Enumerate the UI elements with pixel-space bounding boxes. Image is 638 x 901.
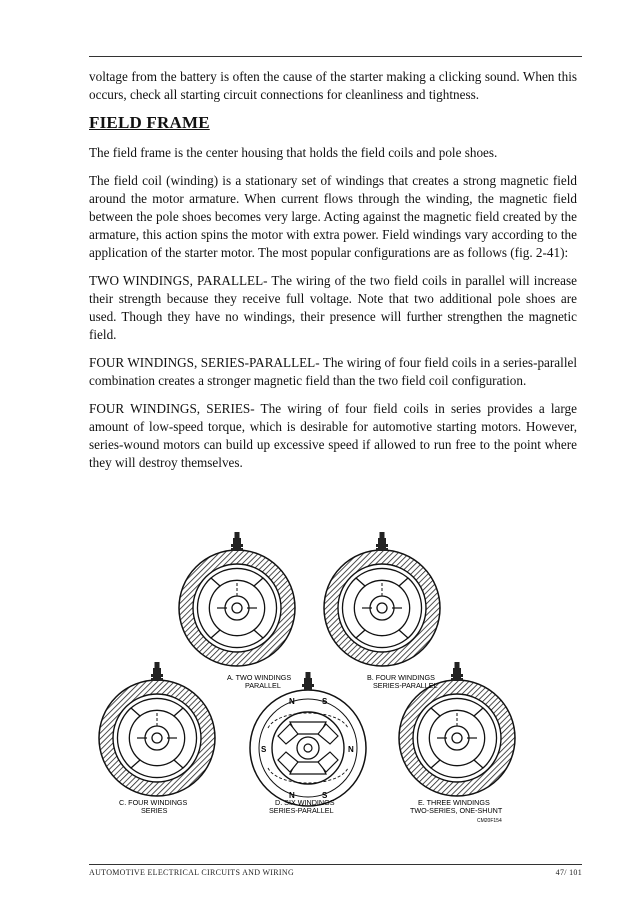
intro-paragraph: voltage from the battery is often the cause of the starter making a clicking sound. When this occurs, check all starting circuit connections for cleanliness and tightness. [89,69,577,102]
caption-d-line1: D. SIX WINDINGS [275,798,335,807]
motor-c-four-windings-series [99,662,215,796]
pole-label-s1: S [322,697,328,706]
pole-label-s3: S [322,791,328,800]
pole-label-n3: N [289,791,295,800]
caption-d-line2: SERIES-PARALLEL [269,806,334,815]
field-windings-diagram [95,530,545,830]
page-number: 47/ 101 [555,868,582,877]
caption-c-line1: C. FOUR WINDINGS [119,798,188,807]
caption-e-line1: E. THREE WINDINGS [418,798,490,807]
caption-e-line2: TWO-SERIES, ONE-SHUNT [410,806,503,815]
field-windings-figure [95,530,545,830]
caption-a-line1: A. TWO WINDINGS [227,673,292,682]
footer-title: AUTOMOTIVE ELECTRICAL CIRCUITS AND WIRING [89,868,295,877]
pole-label-n1: N [289,697,295,706]
footer-rule [89,864,582,865]
paragraph-four-windings-series-parallel: FOUR WINDINGS, SERIES-PARALLEL- The wiring of four field coils in a series-parallel combination creates a stronger magnetic field than the two field coil configuration. [89,355,577,388]
figure-code: CM20F154 [477,818,502,824]
paragraph-two-windings: TWO WINDINGS, PARALLEL- The wiring of the two field coils in parallel will increase their strength because they receive full voltage. Note that two additional pole shoes are used. Though they have no windings, their presence will further strengthen the magnetic field. [89,273,577,342]
paragraph-field-coil: The field coil (winding) is a stationary set of windings that creates a strong magnetic field around the motor armature. When current flows through the winding, the magnetic field between the pole shoes becomes very large. Acting against the magnetic field created by the armature, this action spins the motor with extra power. Field windings vary according to the application of the starter motor. The most popular configurations are as follows (fig. 2-41): [89,173,577,260]
paragraph-field-frame: The field frame is the center housing that holds the field coils and pole shoes. [89,145,498,160]
motor-d-six-windings [250,672,366,806]
caption-b-line2: SERIES-PARALLEL [373,681,438,690]
caption-c-line2: SERIES [141,806,168,815]
page-body [89,68,577,482]
caption-a-line2: PARALLEL [245,681,281,690]
pole-label-n2: N [348,745,354,754]
pole-label-s2: S [261,745,267,754]
motor-b-four-windings-series-parallel [324,532,440,666]
section-heading: FIELD FRAME [89,113,210,132]
motor-a-two-windings [179,532,295,666]
header-rule [89,56,582,57]
paragraph-four-windings-series: FOUR WINDINGS, SERIES- The wiring of four field coils in series provides a large amount of low-speed torque, which is desirable for automotive starting motors. However, series-wound motors can build up excessive speed if allowed to run free to the point where they will destroy themselves. [89,401,577,470]
caption-b-line1: B. FOUR WINDINGS [367,673,435,682]
